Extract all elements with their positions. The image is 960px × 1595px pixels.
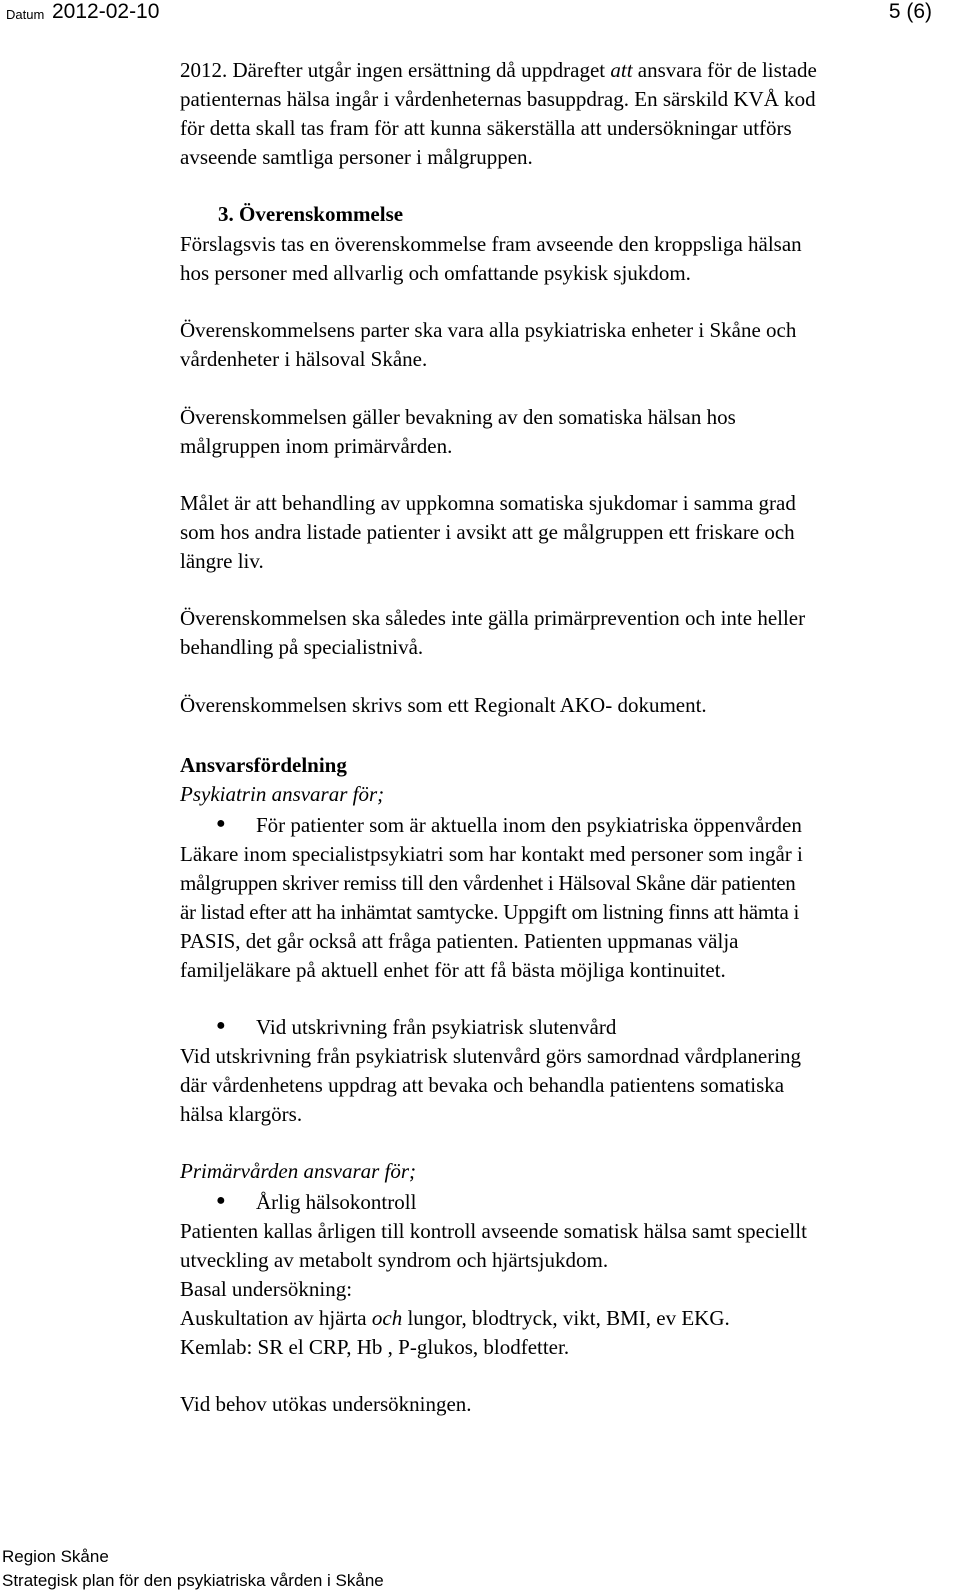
primary-care-subheading: Primärvården ansvarar för;: [180, 1159, 417, 1183]
text-line: Förslagsvis tas en överenskommelse fram avseende den kroppsliga hälsan: [180, 232, 802, 256]
bullet-item: För patienter som är aktuella inom den psykiatriska öppenvården: [256, 813, 802, 837]
text-line: Överenskommelsen gäller bevakning av den somatiska hälsan hos: [180, 405, 736, 429]
responsibility-heading: Ansvarsfördelning: [180, 753, 347, 777]
text-line: PASIS, det går också att fråga patienten. Patienten uppmanas välja: [180, 929, 739, 953]
bullet-icon: ●: [216, 1017, 226, 1034]
text-run: 2012. Därefter utgår ingen ersättning då uppdraget: [180, 58, 611, 82]
document-date: 2012-02-10: [52, 0, 160, 23]
text-line: Basal undersökning:: [180, 1277, 353, 1301]
text-run: lungor, blodtryck, vikt, BMI, ev EKG.: [402, 1306, 730, 1330]
text-line: Läkare inom specialistpsykiatri som har kontakt med personer som ingår i: [180, 842, 803, 866]
text-run: Auskultation av hjärta: [180, 1306, 372, 1330]
text-line: där vårdenhetens uppdrag att bevaka och behandla patientens somatiska: [180, 1073, 785, 1097]
text-line: hos personer med allvarlig och omfattande psykisk sjukdom.: [180, 261, 691, 285]
text-line: målgruppen inom primärvården.: [180, 434, 453, 458]
text-line: avseende samtliga personer i målgruppen.: [180, 145, 533, 169]
footer-document-title: Strategisk plan för den psykiatriska vården i Skåne: [2, 1571, 384, 1590]
text-line: familjeläkare på aktuell enhet för att få bästa möjliga kontinuitet.: [180, 958, 726, 982]
psychiatry-subheading: Psykiatrin ansvarar för;: [180, 782, 385, 806]
emphasis-text: och: [371, 1306, 403, 1330]
text-run: ansvara för de listade: [632, 58, 817, 82]
text-line: Överenskommelsen ska således inte gälla primärprevention och inte heller: [180, 606, 806, 630]
text-line: för detta skall tas fram för att kunna säkerställa att undersökningar utförs: [180, 116, 792, 140]
bullet-icon: ●: [216, 815, 226, 832]
text-line: [180, 1305, 730, 1331]
text-line: Överenskommelsen skrivs som ett Regionalt AKO- dokument.: [180, 693, 707, 717]
emphasis-text: att: [610, 58, 633, 82]
footer-organization: Region Skåne: [2, 1547, 109, 1566]
text-line: utveckling av metabolt syndrom och hjärtsjukdom.: [180, 1248, 609, 1272]
page-number: 5 (6): [888, 0, 932, 23]
text-line: [180, 57, 817, 83]
text-line: Överenskommelsens parter ska vara alla psykiatriska enheter i Skåne och: [180, 318, 797, 342]
text-line: är listad efter att ha inhämtat samtycke. Uppgift om listning finns att hämta i: [180, 900, 799, 924]
text-line: vårdenheter i hälsoval Skåne.: [180, 347, 428, 371]
bullet-item: Vid utskrivning från psykiatrisk slutenvård: [256, 1015, 617, 1039]
bullet-icon: ●: [216, 1192, 226, 1209]
text-line: hälsa klargörs.: [180, 1102, 303, 1126]
section-heading: 3. Överenskommelse: [218, 202, 404, 226]
text-line: som hos andra listade patienter i avsikt att ge målgruppen ett friskare och: [180, 520, 795, 544]
text-line: Vid utskrivning från psykiatrisk slutenvård görs samordnad vårdplanering: [180, 1044, 802, 1068]
text-line: Patienten kallas årligen till kontroll avseende somatisk hälsa samt speciellt: [180, 1219, 807, 1243]
text-line: behandling på specialistnivå.: [180, 635, 424, 659]
text-line: Kemlab: SR el CRP, Hb , P-glukos, blodfetter.: [180, 1335, 570, 1359]
text-line: patienternas hälsa ingår i vårdenheternas basuppdrag. En särskild KVÅ kod: [180, 87, 816, 111]
date-label: Datum: [6, 7, 45, 22]
text-line: Målet är att behandling av uppkomna somatiska sjukdomar i samma grad: [180, 491, 796, 515]
text-line: Vid behov utökas undersökningen.: [180, 1392, 472, 1416]
bullet-item: Årlig hälsokontroll: [256, 1190, 417, 1214]
text-line: längre liv.: [180, 549, 264, 573]
text-line: målgruppen skriver remiss till den vårdenhet i Hälsoval Skåne där patienten: [180, 871, 796, 895]
